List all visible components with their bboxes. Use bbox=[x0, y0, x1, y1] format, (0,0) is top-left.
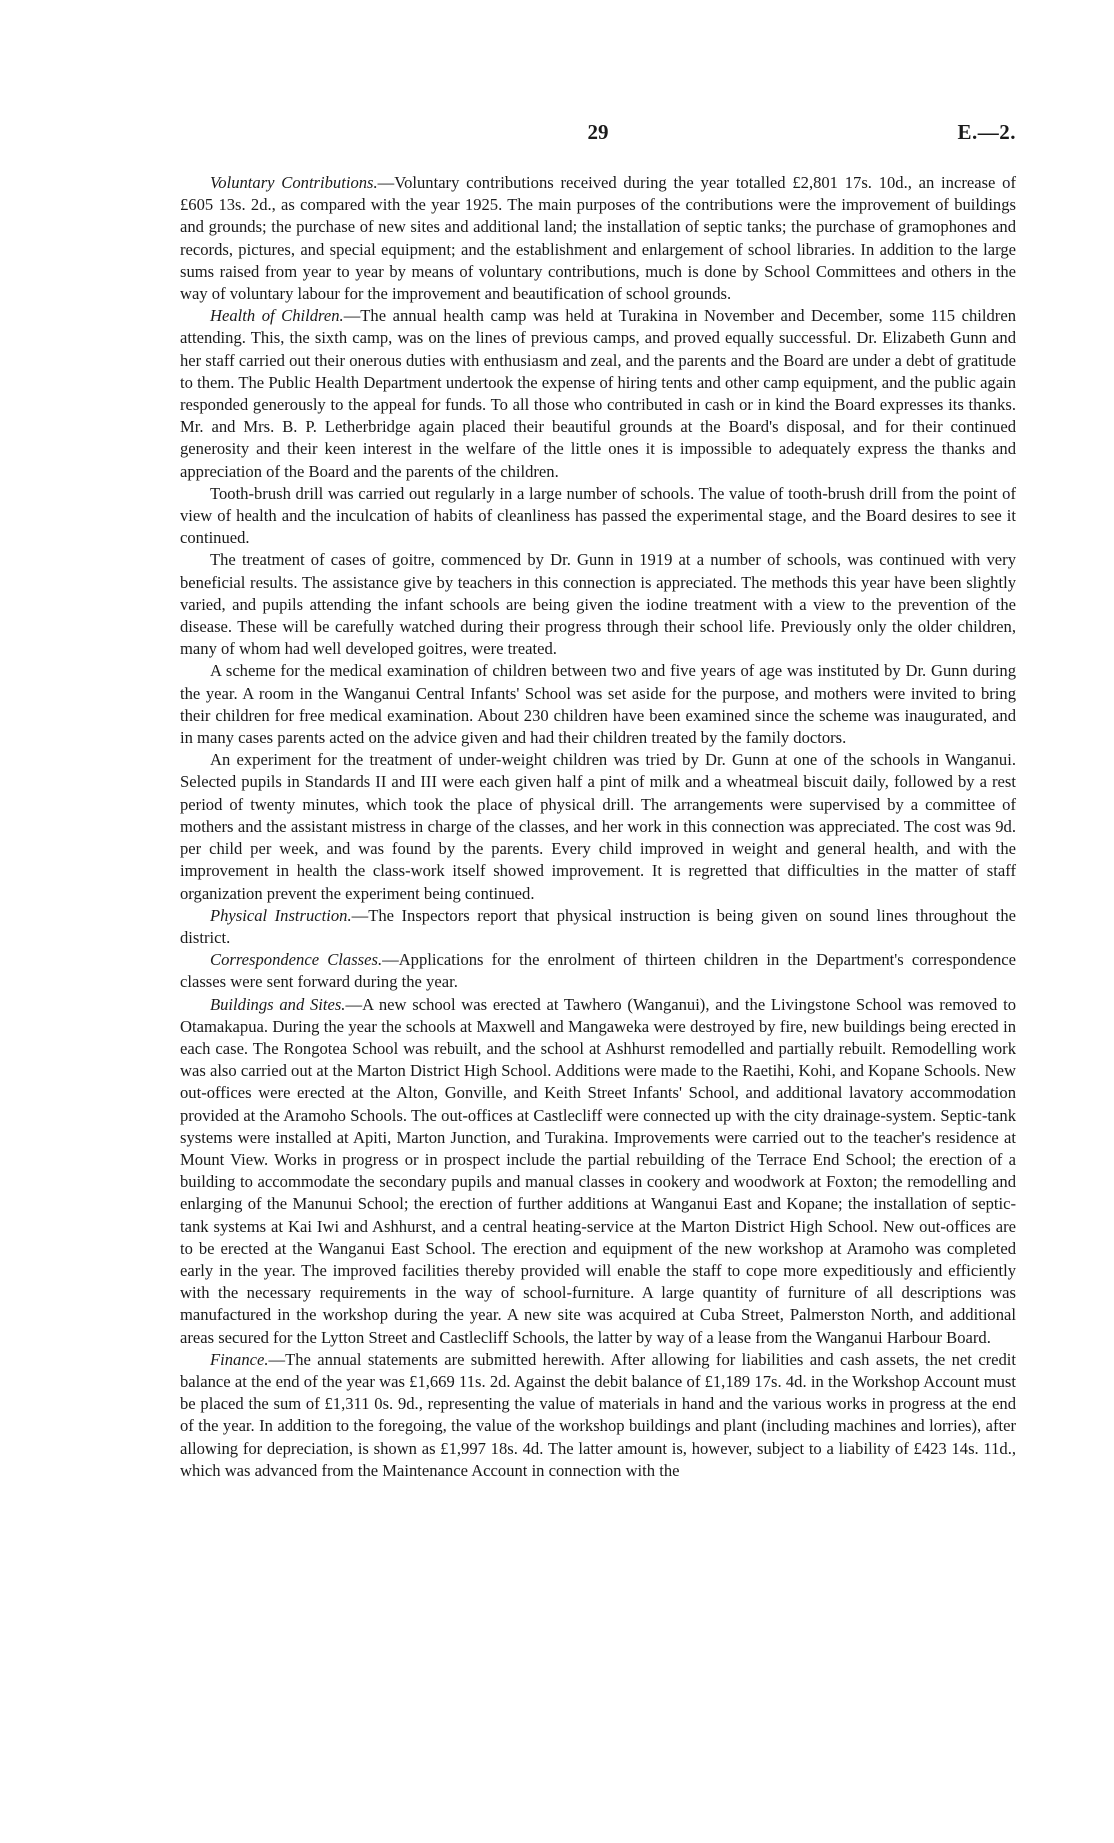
paragraph-finance bbox=[180, 1349, 1016, 1482]
paragraph-text: Tooth-brush drill was carried out regularly in a large number of schools. The value of tooth-brush drill from the point of view of health and the inculcation of habits of cleanliness has passed the experimental stage, and the Board desires to see it continued. bbox=[180, 483, 1016, 548]
paragraph-goitre-treatment bbox=[180, 549, 1016, 660]
paragraph-physical-instruction bbox=[180, 905, 1016, 949]
paragraph-text: —Voluntary contributions received during the year totalled £2,801 17s. 10d., an increase of £605 13s. 2d., as compared with the year 1925. The main purposes of the contributions were the improvement of buildings and grounds; the purchase of new sites and additional land; the installation of septic tanks; the purchase of gramophones and records, pictures, and special equipment; and the establishment and enlargement of school libraries. In addition to the large sums raised from year to year by means of voluntary contributions, much is done by School Committees and others in the way of voluntary labour for the improvement and beautification of school grounds. bbox=[180, 173, 1016, 304]
paragraph-buildings-and-sites bbox=[180, 994, 1016, 1349]
paragraph-text: —The annual statements are submitted herewith. After allowing for liabilities and cash assets, the net credit balance at the end of the year was £1,669 11s. 2d. Against the debit balance of £1,189 17s. 4d. in the Workshop Account must be placed the sum of £1,311 0s. 9d., representing the value of materials in hand and the various works in progress at the end of the year. In addition to the foregoing, the value of the workshop buildings and plant (including machines and lorries), after allowing for depreciation, is shown as £1,997 18s. 4d. The latter amount is, however, subject to a liability of £423 14s. 11d., which was advanced from the Maintenance Account in connection with the bbox=[180, 1349, 1016, 1480]
paragraph-tooth-brush-drill bbox=[180, 483, 1016, 550]
paragraph-medical-examination bbox=[180, 660, 1016, 749]
paragraph-voluntary-contributions bbox=[180, 172, 1016, 305]
paragraph-text: —The annual health camp was held at Turakina in November and December, some 115 children attending. This, the sixth camp, was on the lines of previous camps, and proved equally successful. Dr. Elizabeth Gunn and her staff carried out their onerous duties with enthusiasm and zeal, and the parents and the Board are under a debt of gratitude to them. The Public Health Department undertook the expense of hiring tents and other camp equipment, and the public again responded generously to the appeal for funds. To all those who contributed in cash or in kind the Board expresses its thanks. Mr. and Mrs. B. P. Letherbridge again placed their beautiful grounds at the Board's disposal, and for their continued generosity and their keen interest in the welfare of the little ones it is impossible to adequately express the thanks and appreciation of the Board and the parents of the children. bbox=[180, 306, 1016, 481]
paragraph-text: —A new school was erected at Tawhero (Wanganui), and the Livingstone School was removed to Otamakapua. During the year the schools at Maxwell and Mangaweka were destroyed by fire, new buildings being erected in each case. The Rongotea School was rebuilt, and the school at Ashhurst remodelled and partially rebuilt. Remodelling work was also carried out at the Marton District High School. Additions were made to the Raetihi, Kohi, and Kopane Schools. New out-offices were erected at the Alton, Gonville, and Keith Street Infants' School, and additional lavatory accommodation provided at the Aramoho Schools. The out-offices at Castlecliff were connected up with the city drainage-system. Septic-tank systems were installed at Apiti, Marton Junction, and Turakina. Improvements were carried out to the teacher's residence at Mount View. Works in progress or in prospect include the partial rebuilding of the Terrace End School; the erection of a building to accommodate the secondary pupils and manual classes in cookery and woodwork at Foxton; the remodelling and enlarging of the Manunui School; the erection of further additions at Wanganui East and Kopane; the installation of septic-tank systems at Kai Iwi and Ashhurst, and a central heating-service at the Marton District High School. New out-offices are to be erected at the Wanganui East School. The erection and equipment of the new workshop at Aramoho was completed early in the year. The improved facilities thereby provided will enable the staff to cope more expeditiously and efficiently with the necessary requirements in the way of school-furniture. A large quantity of furniture of all descriptions was manufactured in the workshop during the year. A new site was acquired at Cuba Street, Palmerston North, and additional areas secured for the Lytton Street and Castlecliff Schools, the latter by way of a lease from the Wanganui Harbour Board. bbox=[180, 994, 1016, 1347]
document-code: E.—2. bbox=[957, 120, 1016, 144]
section-heading: Buildings and Sites. bbox=[210, 994, 346, 1014]
section-heading: Health of Children. bbox=[210, 306, 344, 326]
body-text bbox=[180, 172, 1016, 1482]
section-heading: Finance. bbox=[210, 1349, 269, 1369]
page-number: 29 bbox=[587, 120, 609, 144]
page-header bbox=[180, 120, 1016, 150]
section-heading: Voluntary Contributions. bbox=[210, 173, 378, 192]
paragraph-text: The treatment of cases of goitre, commenced by Dr. Gunn in 1919 at a number of schools, was continued with very beneficial results. The assistance give by teachers in this connection is appreciated. The methods this year have been slightly varied, and pupils attending the infant schools are being given the iodine treatment with a view to the prevention of the disease. These will be carefully watched during their progress through their school life. Previously only the older children, many of whom had well developed goitres, were treated. bbox=[180, 550, 1016, 659]
paragraph-text: An experiment for the treatment of under-weight children was tried by Dr. Gunn at one of the schools in Wanganui. Selected pupils in Standards II and III were each given half a pint of milk and a wheatmeal biscuit daily, followed by a rest period of twenty minutes, which took the place of physical drill. The arrangements were supervised by a committee of mothers and the assistant mistress in charge of the classes, and her work in this connection was appreciated. The cost was 9d. per child per week, and was found by the parents. Every child improved in weight and general health, and with the improvement in health the class-work itself showed improvement. It is regretted that difficulties in the matter of staff organization prevent the experiment being continued. bbox=[180, 750, 1016, 903]
paragraph-health-of-children bbox=[180, 305, 1016, 483]
paragraph-correspondence-classes bbox=[180, 949, 1016, 993]
paragraph-underweight-experiment bbox=[180, 749, 1016, 904]
paragraph-text: A scheme for the medical examination of children between two and five years of age was instituted by Dr. Gunn during the year. A room in the Wanganui Central Infants' School was set aside for the purpose, and mothers were invited to bring their children for free medical examination. About 230 children have been examined since the scheme was inaugurated, and in many cases parents acted on the advice given and had their children treated by the family doctors. bbox=[180, 661, 1016, 748]
paragraph-text: —The Inspectors report that physical instruction is being given on sound lines throughout the district. bbox=[180, 905, 1016, 947]
section-heading: Correspondence Classes. bbox=[210, 950, 383, 970]
paragraph-text: —Applications for the enrolment of thirteen children in the Department's correspondence classes were sent forward during the year. bbox=[180, 950, 1017, 992]
section-heading: Physical Instruction. bbox=[210, 905, 352, 925]
